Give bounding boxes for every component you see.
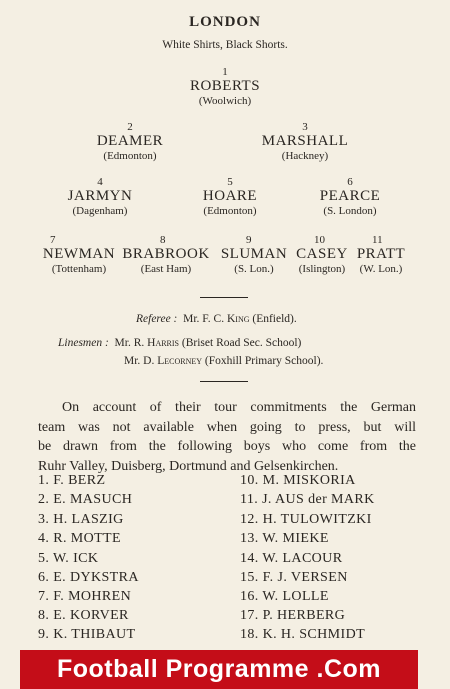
player-name: PRATT — [356, 246, 406, 262]
player-number: 11 — [372, 234, 383, 246]
player-club: (W. Lon.) — [359, 263, 403, 275]
player-8 — [120, 234, 212, 275]
referee-surname: King — [226, 313, 250, 325]
player-club: (Edmonton) — [103, 150, 157, 162]
player-name: HOARE — [202, 188, 258, 204]
squad-item: 10. M. MISKORIA — [240, 473, 356, 488]
divider — [200, 297, 248, 298]
german-team-note — [38, 398, 416, 476]
linesman-1-line — [58, 337, 301, 349]
player-club: (S. Lon.) — [234, 263, 274, 275]
player-number: 1 — [222, 66, 228, 78]
linesman-1-club: (Briset Road Sec. School) — [181, 337, 302, 349]
player-4 — [45, 176, 155, 217]
player-name: DEAMER — [96, 133, 164, 149]
player-number: 6 — [347, 176, 353, 188]
squad-item: 12. H. TULOWITZKI — [240, 512, 372, 527]
squad-item: 16. W. LOLLE — [240, 589, 329, 604]
squad-item: 1. F. BERZ — [38, 473, 106, 488]
player-number: 4 — [97, 176, 103, 188]
squad-item: 17. P. HERBERG — [240, 608, 346, 623]
player-name: ROBERTS — [189, 78, 261, 94]
player-number: 8 — [160, 234, 166, 246]
player-club: (Hackney) — [281, 150, 329, 162]
squad-item: 2. E. MASUCH — [38, 492, 133, 507]
linesman-2-line — [124, 355, 323, 367]
player-name: PEARCE — [319, 188, 381, 204]
player-9 — [214, 234, 294, 275]
player-club: (East Ham) — [140, 263, 192, 275]
squad-item: 3. H. LASZIG — [38, 512, 124, 527]
squad-item: 14. W. LACOUR — [240, 551, 343, 566]
player-1 — [165, 66, 285, 107]
player-name: MARSHALL — [261, 133, 349, 149]
team-title: LONDON — [189, 14, 261, 30]
watermark-banner: Football Programme .Com — [20, 650, 418, 689]
squad-item: 6. E. DYKSTRA — [38, 570, 139, 585]
divider — [200, 381, 248, 382]
referee-prefix: Mr. F. C. — [183, 313, 225, 325]
squad-item: 4. R. MOTTE — [38, 531, 121, 546]
linesman-2-prefix: Mr. D. — [124, 355, 155, 367]
player-number: 5 — [227, 176, 233, 188]
player-club: (Edmonton) — [203, 205, 257, 217]
note-line: team was not available when going to press, but will — [38, 419, 416, 435]
linesman-2-club: (Foxhill Primary School). — [204, 355, 324, 367]
squad-item: 15. F. J. VERSEN — [240, 570, 348, 585]
squad-item: 13. W. MIEKE — [240, 531, 329, 546]
player-name: CASEY — [296, 246, 348, 262]
player-number: 3 — [302, 121, 308, 133]
note-line: be drawn from the following boys who come from the — [38, 439, 416, 454]
player-11 — [350, 234, 412, 275]
linesmen-label: Linesmen : — [58, 337, 109, 349]
player-name: JARMYN — [67, 188, 133, 204]
player-club: (Tottenham) — [51, 263, 107, 275]
player-10 — [292, 234, 352, 275]
squad-item: 9. K. THIBAUT — [38, 627, 136, 642]
player-7 — [38, 234, 120, 275]
player-name: SLUMAN — [220, 246, 288, 262]
player-club: (Woolwich) — [198, 95, 252, 107]
player-club: (Dagenham) — [72, 205, 128, 217]
player-name: BRABROOK — [122, 246, 210, 262]
referee-line — [136, 313, 297, 325]
player-5 — [175, 176, 285, 217]
player-name: NEWMAN — [42, 246, 116, 262]
player-club: (Islington) — [298, 263, 346, 275]
note-line: Ruhr Valley, Duisberg, Dortmund and Gelsenkirchen. — [38, 458, 339, 474]
squad-item: 18. K. H. SCHMIDT — [240, 627, 366, 642]
player-number: 10 — [314, 234, 325, 246]
player-6 — [295, 176, 405, 217]
note-line: On account of their tour commitments the German — [62, 400, 416, 415]
squad-item: 11. J. AUS der MARK — [240, 492, 375, 507]
player-number: 9 — [246, 234, 252, 246]
referee-label: Referee : — [136, 313, 178, 325]
squad-item: 8. E. KORVER — [38, 608, 129, 623]
linesman-1-prefix: Mr. R. — [114, 337, 145, 349]
squad-item: 7. F. MOHREN — [38, 589, 132, 604]
player-number: 7 — [50, 234, 56, 246]
team-kit: White Shirts, Black Shorts. — [162, 39, 288, 51]
referee-club: (Enfield). — [252, 313, 297, 325]
player-club: (S. London) — [323, 205, 377, 217]
player-2 — [70, 121, 190, 162]
player-3 — [240, 121, 370, 162]
player-number: 2 — [127, 121, 133, 133]
linesman-2-surname: Lecorney — [157, 355, 203, 367]
linesman-1-surname: Harris — [147, 337, 180, 349]
squad-item: 5. W. ICK — [38, 551, 99, 566]
